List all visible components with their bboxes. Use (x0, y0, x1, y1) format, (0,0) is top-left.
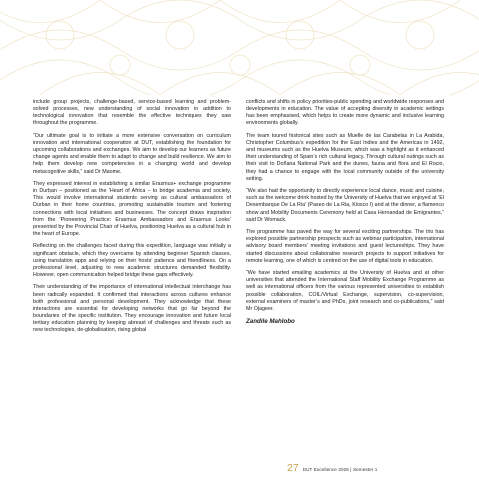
paragraph: They expressed interest in establishing a similar Erasmus+ exchange programme in Durban – positioned as the ‘Heart of Africa – to bridge academia and society. This would involve international students serving as cultural ambassadors of Durban in their home countries, promoting sustainable tourism and fostering connections with local initiatives and businesses. The concept draws inspiration from the ‘Pioneering Practice: Erasmus Ambassadors and Erasmus Looks’ presented by the Provincial Chair of Huelva, positioning Huelva as a cultural hub in the heart of Europe. (33, 180, 231, 238)
paragraph: The team toured historical sites such as Muelle de las Carabelas in La Arabida, Christopher Columbus’s expedition for the East Indies and the Americas in 1492, and museums such as the Huelva Museum, which was a highlight as it enhanced their understanding of Spain’s rich cultural legacy. Through cultural outings such as their visit to Doñana National Park and the dunes, fauna and flora and El Rocio, they had a chance to engage with the local community outside of the university setting. (246, 132, 444, 182)
paragraph: include group projects, challenge-based, service-based learning and problem-solved processes, new understanding of social innovation in addition to technological innovation that resemble the effective techniques they saw throughout the programme. (33, 99, 231, 127)
left-column (33, 99, 231, 340)
paragraph: Their understanding of the importance of international intellectual interchange has been radically expanded. It confirmed that interactions across cultures enhance both professional and personal development. They acknowledge that these interactions are essential for developing networks that go far beyond the boundaries of the specific institution. They encourage innovation and future local tertiary education planning by keeping abreast of challenges and threats such as new technologies, de-globalisation, rising global (33, 284, 231, 334)
publication-title: DUT Excellence 2025 | Semester 1 (302, 467, 378, 472)
decorative-header-pattern (0, 0, 479, 95)
paragraph: conflicts and shifts in policy priorities-public spending and worldwide responses and developments in education. The value of accepting diversity in academic settings has been emphasised, which helps to create more dynamic and inclusive learning environments globally. (246, 99, 444, 127)
page-footer (287, 462, 377, 474)
paragraph: Reflecting on the challenges faced during this expedition, language was initially a significant obstacle, which they overcame by attending beginner Spanish classes, using translation apps and relying on their hosts’ patience and friendliness. On a professional level, adjusting to new academic structures demanded flexibility. However, open communication helped bridge these gaps effectively. (33, 243, 231, 278)
paragraph: “We also had the opportunity to directly experience local dance, music and cuisine, such as the welcome drink hosted by the University of Huelva that we enjoyed at ‘El Desembarque De La Ria’ (Paseo de La Ria, Kiosco I) and at the dinner, a flamenco show and Mobility Documents Ceremony held at Casa Hernandad de Emigrantes,” said Dr Womack. (246, 188, 444, 223)
paragraph: The programme has paved the way for several exciting partnerships. The trio has explored possible partnership prospects such as webinar participation, international advisory board members’ meeting invitations and guest lectureships. They have started discussions about collaborative research projects to support initiatives for remote learning, one of which is centred on the use of digital tools in education. (246, 229, 444, 264)
right-column (246, 99, 444, 325)
paragraph: “We have started emailing academics at the University of Huelva and at other universities that attended the International Staff Mobility Exchange Programme as well as international officers from the various represented universities to establish possible collaboration, COIL/Virtual Exchange, supervision, co-supervision, external examiners of master’s and PhDs, joint research and co-publications,” said Mr Ojageer. (246, 270, 444, 312)
paragraph: “Our ultimate goal is to initiate a more extensive conversation on curriculum innovation and international cooperation at DUT, establishing the foundation for upcoming collaborations and exchanges. We aim to develop our learners as future change agents and enable them to adapt to change and build resilience. We aim to help them develop new competencies in a changing world and develop metacognitive skills,” said Dr Maome. (33, 132, 231, 175)
page-number: 27 (287, 462, 299, 474)
author-byline: Zandile Mahlobo (246, 318, 295, 326)
